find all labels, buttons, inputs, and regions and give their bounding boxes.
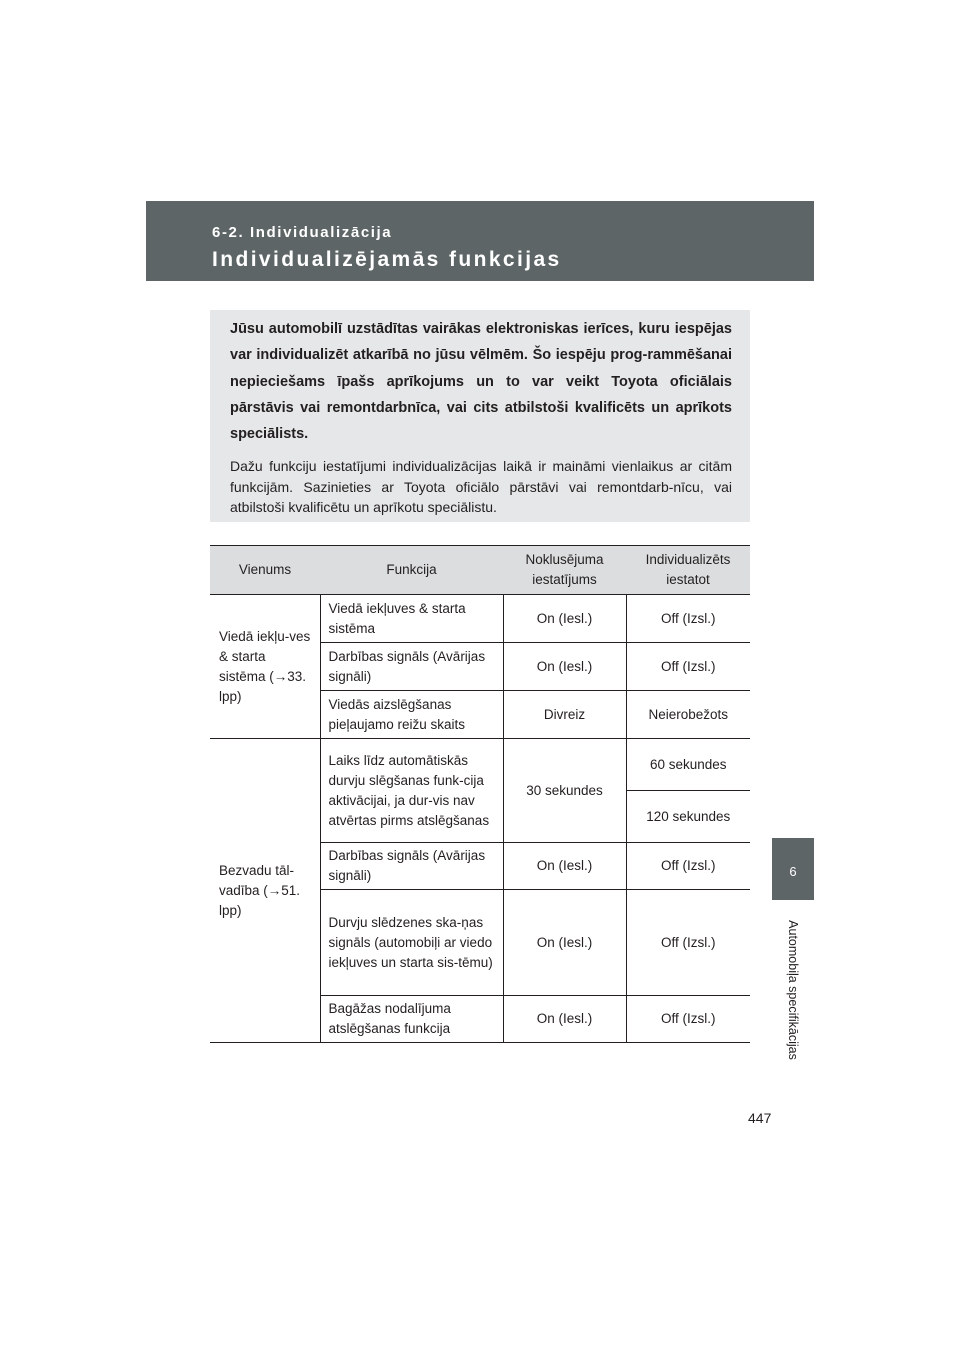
customization-table — [210, 545, 750, 1043]
table-header-row — [210, 546, 750, 595]
table-row — [210, 739, 750, 791]
header-function: Funkcija — [320, 546, 503, 595]
chapter-header — [146, 201, 814, 281]
chapter-tab — [772, 838, 814, 900]
custom-cell: Neierobežots — [626, 691, 750, 739]
intro-bold-paragraph: Jūsu automobilī uzstādītas vairākas elektroniskas ierīces, kuru iespējas var individualizēt atkarībā no jūsu vēlmēm. Šo iespēju prog-rammēšanai nepieciešams īpašs aprīkojums un to var veikt Toyota oficiālais pārstāvis vai remontdarbnīca, vai cits atbilstoši kvalificēts un aprīkots speciālists. — [230, 321, 732, 443]
default-cell: Divreiz — [503, 691, 626, 739]
header-item: Vienums — [210, 546, 320, 595]
intro-box — [210, 310, 750, 522]
custom-cell: Off (Izsl.) — [626, 996, 750, 1043]
default-cell: On (Iesl.) — [503, 643, 626, 691]
intro-paragraph: Dažu funkciju iestatījumi individualizācijas laikā ir maināmi vienlaikus ar citām funkcijām. Sazinieties ar Toyota oficiālo pārstāvi vai remontdarb-nīcu, vai atbilstoši kvalificētu un aprīkotu speciālistu. — [230, 458, 732, 516]
function-cell: Viedā iekļuves & starta sistēma — [320, 595, 503, 643]
default-cell: On (Iesl.) — [503, 595, 626, 643]
page-number: 447 — [748, 1110, 772, 1126]
item-cell: Viedā iekļu-ves & starta sistēma (→33. lpp) — [210, 595, 320, 739]
function-cell: Viedās aizslēgšanas pieļaujamo reižu skaits — [320, 691, 503, 739]
chapter-tab-label: Automobiļa specifikācijas — [786, 920, 800, 1060]
custom-cell: Off (Izsl.) — [626, 643, 750, 691]
default-cell: On (Iesl.) — [503, 996, 626, 1043]
function-cell: Laiks līdz automātiskās durvju slēgšanas funk-cija aktivācijai, ja dur-vis nav atvērtas pirms atslēgšanas — [320, 739, 503, 843]
custom-cell: Off (Izsl.) — [626, 843, 750, 890]
default-cell: 30 sekundes — [503, 739, 626, 843]
section-label: 6-2. Individualizācija — [212, 224, 393, 241]
table-row — [210, 595, 750, 643]
function-cell: Bagāžas nodalījuma atslēgšanas funkcija — [320, 996, 503, 1043]
item-cell: Bezvadu tāl-vadība (→51. lpp) — [210, 739, 320, 1043]
function-cell: Darbības signāls (Avārijas signāli) — [320, 843, 503, 890]
default-cell: On (Iesl.) — [503, 890, 626, 996]
default-cell: On (Iesl.) — [503, 843, 626, 890]
chapter-tab-number: 6 — [789, 864, 797, 879]
custom-cell: 120 sekundes — [626, 791, 750, 843]
custom-cell: Off (Izsl.) — [626, 595, 750, 643]
custom-cell: 60 sekundes — [626, 739, 750, 791]
header-default: Noklusējuma iestatījums — [503, 546, 626, 595]
header-custom: Individualizēts iestatot — [626, 546, 750, 595]
page-title: Individualizējamās funkcijas — [212, 248, 562, 271]
function-cell: Darbības signāls (Avārijas signāli) — [320, 643, 503, 691]
custom-cell: Off (Izsl.) — [626, 890, 750, 996]
function-cell: Durvju slēdzenes ska-ņas signāls (automobiļi ar viedo iekļuves un starta sis-tēmu) — [320, 890, 503, 996]
